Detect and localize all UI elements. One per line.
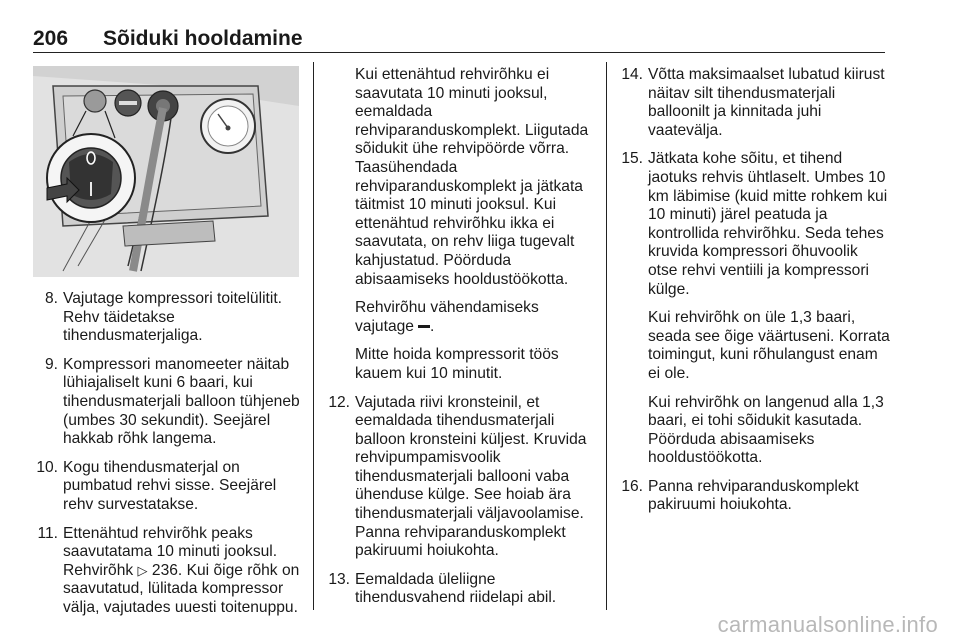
list-item <box>33 356 303 449</box>
compressor-drawing <box>33 66 299 277</box>
item-text: Vajutada riivi kronsteinil, et eemaldada tihendusmaterjali balloon kronsteini küljest. Kruvida rehvipumpamisvoolik tihendusmaterjali ballooni vaba ühenduse külge. See hoiab ära tihendusmaterjali väljavoolamise. Panna rehviparanduskomplekt pakiruumi hoiukohta. <box>355 393 587 560</box>
item-text: Kompressori manomeeter näitab lühiajaliselt kuni 6 baari, kui tihendusmaterjali balloon tühjeneb (umbes 30 sekundit). Seejärel hakkab rõhk langema. <box>63 355 300 448</box>
text-column-3 <box>618 66 890 525</box>
item-text-start: Ettenähtud rehvirõhk peaks saavutatama 10 minuti jooksul. Rehvirõhk <box>63 524 278 579</box>
item-text-end: . Kui õige rõhk on saavutatud, lülitada kompressor välja, vajutades uuesti toitenuppu. <box>63 561 300 616</box>
paragraph <box>325 66 595 289</box>
list-item <box>33 525 303 618</box>
paragraph-text: Rehvirõhu vähendamiseks vajutage <box>355 299 539 335</box>
list-item <box>33 459 303 515</box>
sub-paragraph <box>618 394 890 468</box>
page-reference-link[interactable]: 236 <box>151 561 178 579</box>
item-number: 8. <box>44 290 58 307</box>
list-item <box>618 150 890 299</box>
item-number: 14. <box>621 66 643 83</box>
item-number: 9. <box>44 355 58 373</box>
item-number: 12. <box>328 393 350 411</box>
list-item <box>618 66 890 140</box>
item-text: Jätkata kohe sõitu, et tihend jaotuks rehvis ühtlaselt. Umbes 10 km läbimise (kuid mitte rohkem kui 10 minuti) järel peatuda ja kontrollida rehvirõhku. Seda tehes kruvida kompressori õhuvoolik otse rehvi ventiili ja kompressori külge. <box>648 150 888 298</box>
item-text: Kogu tihendusmaterjal on pumbatud rehvi sisse. Seejärel rehv survestatakse. <box>63 458 277 513</box>
item-number: 15. <box>621 150 643 168</box>
page-reference-icon[interactable]: ▷ <box>137 562 148 578</box>
header-rule <box>33 52 885 53</box>
paragraph-text: Mitte hoida kompressorit töös kauem kui 10 minutit. <box>355 346 559 382</box>
minus-button-icon <box>418 325 430 328</box>
sub-paragraph <box>618 309 890 383</box>
list-item <box>325 394 595 561</box>
item-text: Eemaldada üleliigne tihendusvahend riidelapi abil. <box>355 570 557 607</box>
item-number: 10. <box>36 458 58 476</box>
item-number: 16. <box>621 477 643 495</box>
item-number: 11. <box>37 524 58 542</box>
chapter-title: Sõiduki hooldamine <box>103 27 303 50</box>
column-divider-1 <box>313 62 314 610</box>
compressor-illustration <box>33 66 299 277</box>
column-divider-2 <box>606 62 607 610</box>
instruction-list-col3 <box>618 66 890 299</box>
instruction-list-col2 <box>325 394 595 609</box>
item-text: Panna rehviparanduskomplekt pakiruumi hoiukohta. <box>648 477 859 514</box>
item-number: 13. <box>328 570 350 588</box>
paragraph-text: Kui ettenähtud rehvirõhku ei saavutata 10 minuti jooksul, eemaldada rehviparanduskomplekt. Liigutada sõidukit ühe rehvipöörde võrra. Taasühendada rehviparanduskomplekt ja jätkata täitmist 10 minuti jooksul. Kui ettenähtud rehvirõhku ikka ei saavutata, on rehv liiga tugevalt kahjustatud. Pöörduda abisaamiseks hooldustöökotta. <box>355 66 589 288</box>
paragraph-text: Kui rehvirõhk on üle 1,3 baari, seada see õige väärtuseni. Korrata toimingut, kuni rõhulangust enam ei ole. <box>648 309 890 382</box>
paragraph-end: . <box>429 317 435 335</box>
watermark: carmanualsonline.info <box>717 612 938 637</box>
paragraph-text: Kui rehvirõhk on langenud alla 1,3 baari, ei tohi sõidukit kasutada. Pöörduda abisaamiseks hooldustöökotta. <box>648 393 884 467</box>
item-text: Võtta maksimaalset lubatud kiirust näitav silt tihendusmaterjali balloonilt ja kinnitada juhi vaatevälja. <box>648 66 885 139</box>
list-item <box>33 290 303 346</box>
list-item <box>325 571 595 608</box>
text-column-2 <box>325 66 595 618</box>
paragraph <box>325 299 595 336</box>
instruction-list-col1 <box>33 290 303 628</box>
page-number: 206 <box>33 27 69 50</box>
item-text: Vajutage kompressori toitelülitit. Rehv täidetakse tihendusmaterjaliga. <box>63 290 282 345</box>
list-item <box>618 478 890 515</box>
paragraph <box>325 346 595 383</box>
